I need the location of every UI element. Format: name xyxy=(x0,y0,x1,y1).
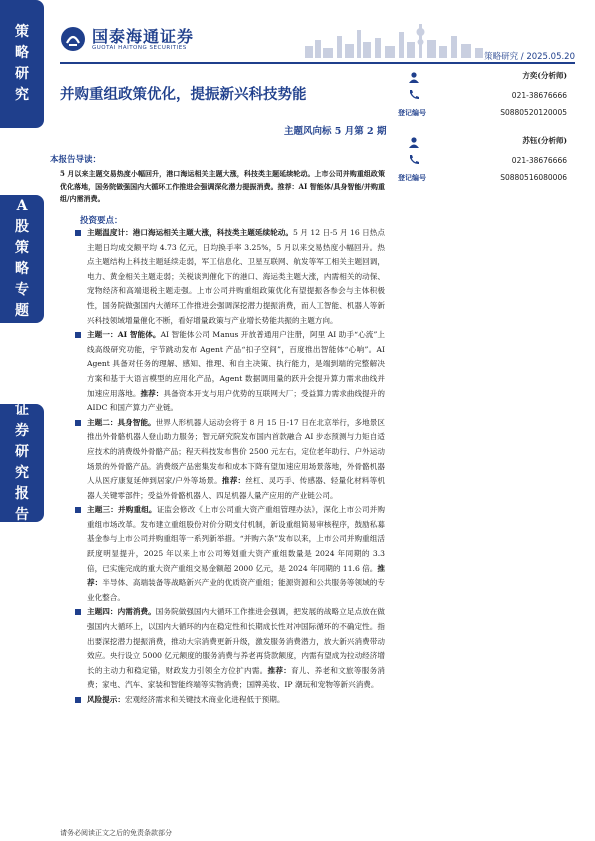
point-item xyxy=(75,226,385,328)
point-body: AI 智能体公司 Manus 开放普通用户注册，阿里 AI 助手“心流”上线高级研究功能，宇节跳动发布 Agent 产品“扣子空间”，百度推出智能体“心响”。AI Agent 具备对任务的理解、感知、推理、和自主决策、执行能力，是端到端的完整解决方案和基于大语言模型的应用化产品，Agent 数据调用量的跃升会提升算力需求曲线并加速应用落地。 xyxy=(87,330,386,398)
point-body: 证监会修改《上市公司重大资产重组管理办法》，深化上市公司并购重组市场改革。发布建立重组股份对价分期支付机制，新设重组简易审核程序，鼓励私募基金参与上市公司并购重组等一系列新举措。“并购六条”发布以来，上市公司并购重组活跃度明显提升，2025 年以来上市公司筹划重大资产重组数量是 2024 年同期的 3.3 倍，已实施完成的重大资产重组交易金额超 2000 亿元，是 2024 年同期的 11.6 倍。 xyxy=(87,505,386,573)
person-icon xyxy=(408,72,420,83)
tab-char: 题 xyxy=(15,303,29,319)
analyst-name: 苏钰(分析师) xyxy=(522,136,567,145)
tab-char: 专 xyxy=(15,282,29,298)
recommend-body: 育儿、养老和文旅等服务消费；家电、汽车、家装和智能终端等实物消费；国牌美妆、IP 潮玩和宠物等新兴消费。 xyxy=(87,665,386,690)
tab-char: 策 xyxy=(15,24,29,40)
bullet-square-icon xyxy=(75,230,81,236)
registration-label: 登记编号 xyxy=(398,108,426,117)
intro-heading: 本报告导读： xyxy=(50,155,102,165)
tab-char: 股 xyxy=(15,219,29,235)
recommend-label: 推荐： xyxy=(87,563,385,588)
recommend-label: 推荐： xyxy=(221,476,246,486)
recommend-body: 具备资本开支与用户优势的互联网大厂；受益算力需求曲线提升的 AIDC 和国产算力产业链。 xyxy=(87,388,386,413)
analyst-card xyxy=(392,70,567,130)
point-lead: 主题二：具身智能。 xyxy=(87,417,156,427)
bullet-square-icon xyxy=(75,332,81,338)
analyst-phone: 021-38676666 xyxy=(511,91,567,100)
tab-char: 究 xyxy=(15,87,29,103)
analyst-phone: 021-38676666 xyxy=(511,156,567,165)
page-title: 并购重组政策优化，提振新兴科技势能 xyxy=(60,86,307,103)
registration-label: 登记编号 xyxy=(398,173,426,182)
sidebar-tab-a-share-strategy xyxy=(0,195,44,323)
tab-char: 略 xyxy=(15,261,29,277)
report-series: 主题风向标 5 月第 2 期 xyxy=(284,126,387,137)
tab-char: A xyxy=(16,198,28,214)
sidebar-tab-strategy-research xyxy=(0,0,44,128)
tab-char: 策 xyxy=(15,240,29,256)
point-lead: 风险提示： xyxy=(87,695,125,704)
tab-char: 研 xyxy=(15,444,29,460)
brand-name-en: GUOTAI HAITONG SECURITIES xyxy=(92,45,187,51)
intro-text: 5 月以来主题交易热度小幅回升，港口海运相关主题大涨，科技类主题延续轮动。上市公司并购重组政策优化落地，国务院做强国内大循环工作推进会强调深化潜力提振消费。推荐：AI 智能体/具身智能/并购重组/内需消费。 xyxy=(60,169,385,203)
tab-char: 究 xyxy=(15,465,29,481)
points-heading: 投资要点： xyxy=(80,216,123,226)
report-type-date: 策略研究 / 2025.05.20 xyxy=(484,52,575,62)
recommend-body: 丝杠、灵巧手、传感器、轻量化材料等机器人关键零部件；受益外骨骼机器人、四足机器人量产应用的产业链公司。 xyxy=(87,476,386,500)
sidebar xyxy=(0,0,44,841)
sidebar-tab-securities-report xyxy=(0,404,44,522)
point-lead: 主题温度计：港口海运相关主题大涨，科技类主题延续轮动。 xyxy=(87,228,293,237)
point-lead: 主题一：AI 智能体。 xyxy=(87,330,161,340)
recommend-body: 半导体、高端装备等战略新兴产业的优质资产重组；能源资源和公共服务等领域的专业化整合。 xyxy=(87,578,386,602)
header-divider xyxy=(60,62,575,64)
brand-logo-icon xyxy=(60,26,86,52)
tab-char: 略 xyxy=(15,45,29,61)
point-body: 5 月 12 日-5 月 16 日热点主题日均成交额平均 4.73 亿元，日均换手率 3.25%，5 月以来交易热度小幅回升。热点主题结构上科技主题延续走弱，军工信息化、卫星互联网、航发等军工相关主题回调，电力、黄金相关主题走弱；关税谈判催化下的港口、海运类主题大涨，内需相关的动保、宠物经济和高端退税主题走强。上市公司并购重组政策优化有望提振各参会与主体积极性，国务院做强国内大循环工作推进会强调深挖潜力提振消费，而人工智能、机器人等新兴科技领域增量催化不断，看好增量政策与产业增长势能共振的主题方向。 xyxy=(87,228,385,325)
tab-char: 报 xyxy=(15,486,29,502)
tab-char: 证 xyxy=(15,402,29,418)
tab-char: 告 xyxy=(15,507,29,523)
point-item xyxy=(75,416,385,504)
phone-icon xyxy=(408,89,420,100)
analyst-name: 方奕(分析师) xyxy=(522,71,567,80)
analyst-card xyxy=(392,135,567,195)
point-body: 国务院做强国内大循环工作推进会强调，把发展的战略立足点放在做强国内大循环上，以国内大循环的内在稳定性和长期成长性对冲国际循环的不确定性。指出要深挖潜力提振消费，推动大宗消费更新升级，激发服务消费潜力，放大新兴消费带动效应。央行设立 5000 亿元额度的服务消费与养老再贷款额度，内需有望成为拉动经济增长的主动力和稳定锚，财政发力引领全方位扩内需。 xyxy=(87,607,385,675)
bullet-square-icon xyxy=(75,609,81,615)
bullet-square-icon xyxy=(75,507,81,513)
point-item xyxy=(75,503,385,605)
brand-name: 国泰海通证券 xyxy=(92,27,195,46)
investment-points xyxy=(75,226,385,708)
point-item xyxy=(75,605,385,693)
point-item xyxy=(75,693,385,708)
recommend-label: 推荐： xyxy=(267,665,292,675)
city-skyline-icon xyxy=(295,18,495,58)
person-icon xyxy=(408,137,420,148)
point-body: 宏观经济需求和关键技术商业化进程低于预期。 xyxy=(124,695,285,704)
registration-number: S0880520120005 xyxy=(500,108,567,117)
bullet-square-icon xyxy=(75,697,81,703)
disclaimer-note: 请务必阅读正文之后的免责条款部分 xyxy=(60,829,172,837)
point-body: 世界人形机器人运动会将于 8 月 15 日-17 日在北京举行，多地景区推出外骨骼机器人登山助力服务；智元研究院发布国内首款融合 AI 步态预测与力矩自适应技术的消费级外骨骼产品；程天科技发布售价 2500 元左右，定位老年助行、户外运动场景的外骨骼产品。消费级产品密集发布和成本下降有望加速应用场景落地，外骨骼机器人从医疗康复延伸到居家/户外等场景。 xyxy=(87,417,386,486)
point-lead: 主题三：并购重组。 xyxy=(87,505,157,515)
point-lead: 主题四：内需消费。 xyxy=(87,607,156,617)
tab-char: 研 xyxy=(15,66,29,82)
registration-number: S0880516080006 xyxy=(500,173,567,182)
bullet-square-icon xyxy=(75,420,81,426)
phone-icon xyxy=(408,154,420,165)
point-item xyxy=(75,328,385,416)
recommend-label: 推荐： xyxy=(140,388,164,398)
tab-char: 券 xyxy=(15,423,29,439)
